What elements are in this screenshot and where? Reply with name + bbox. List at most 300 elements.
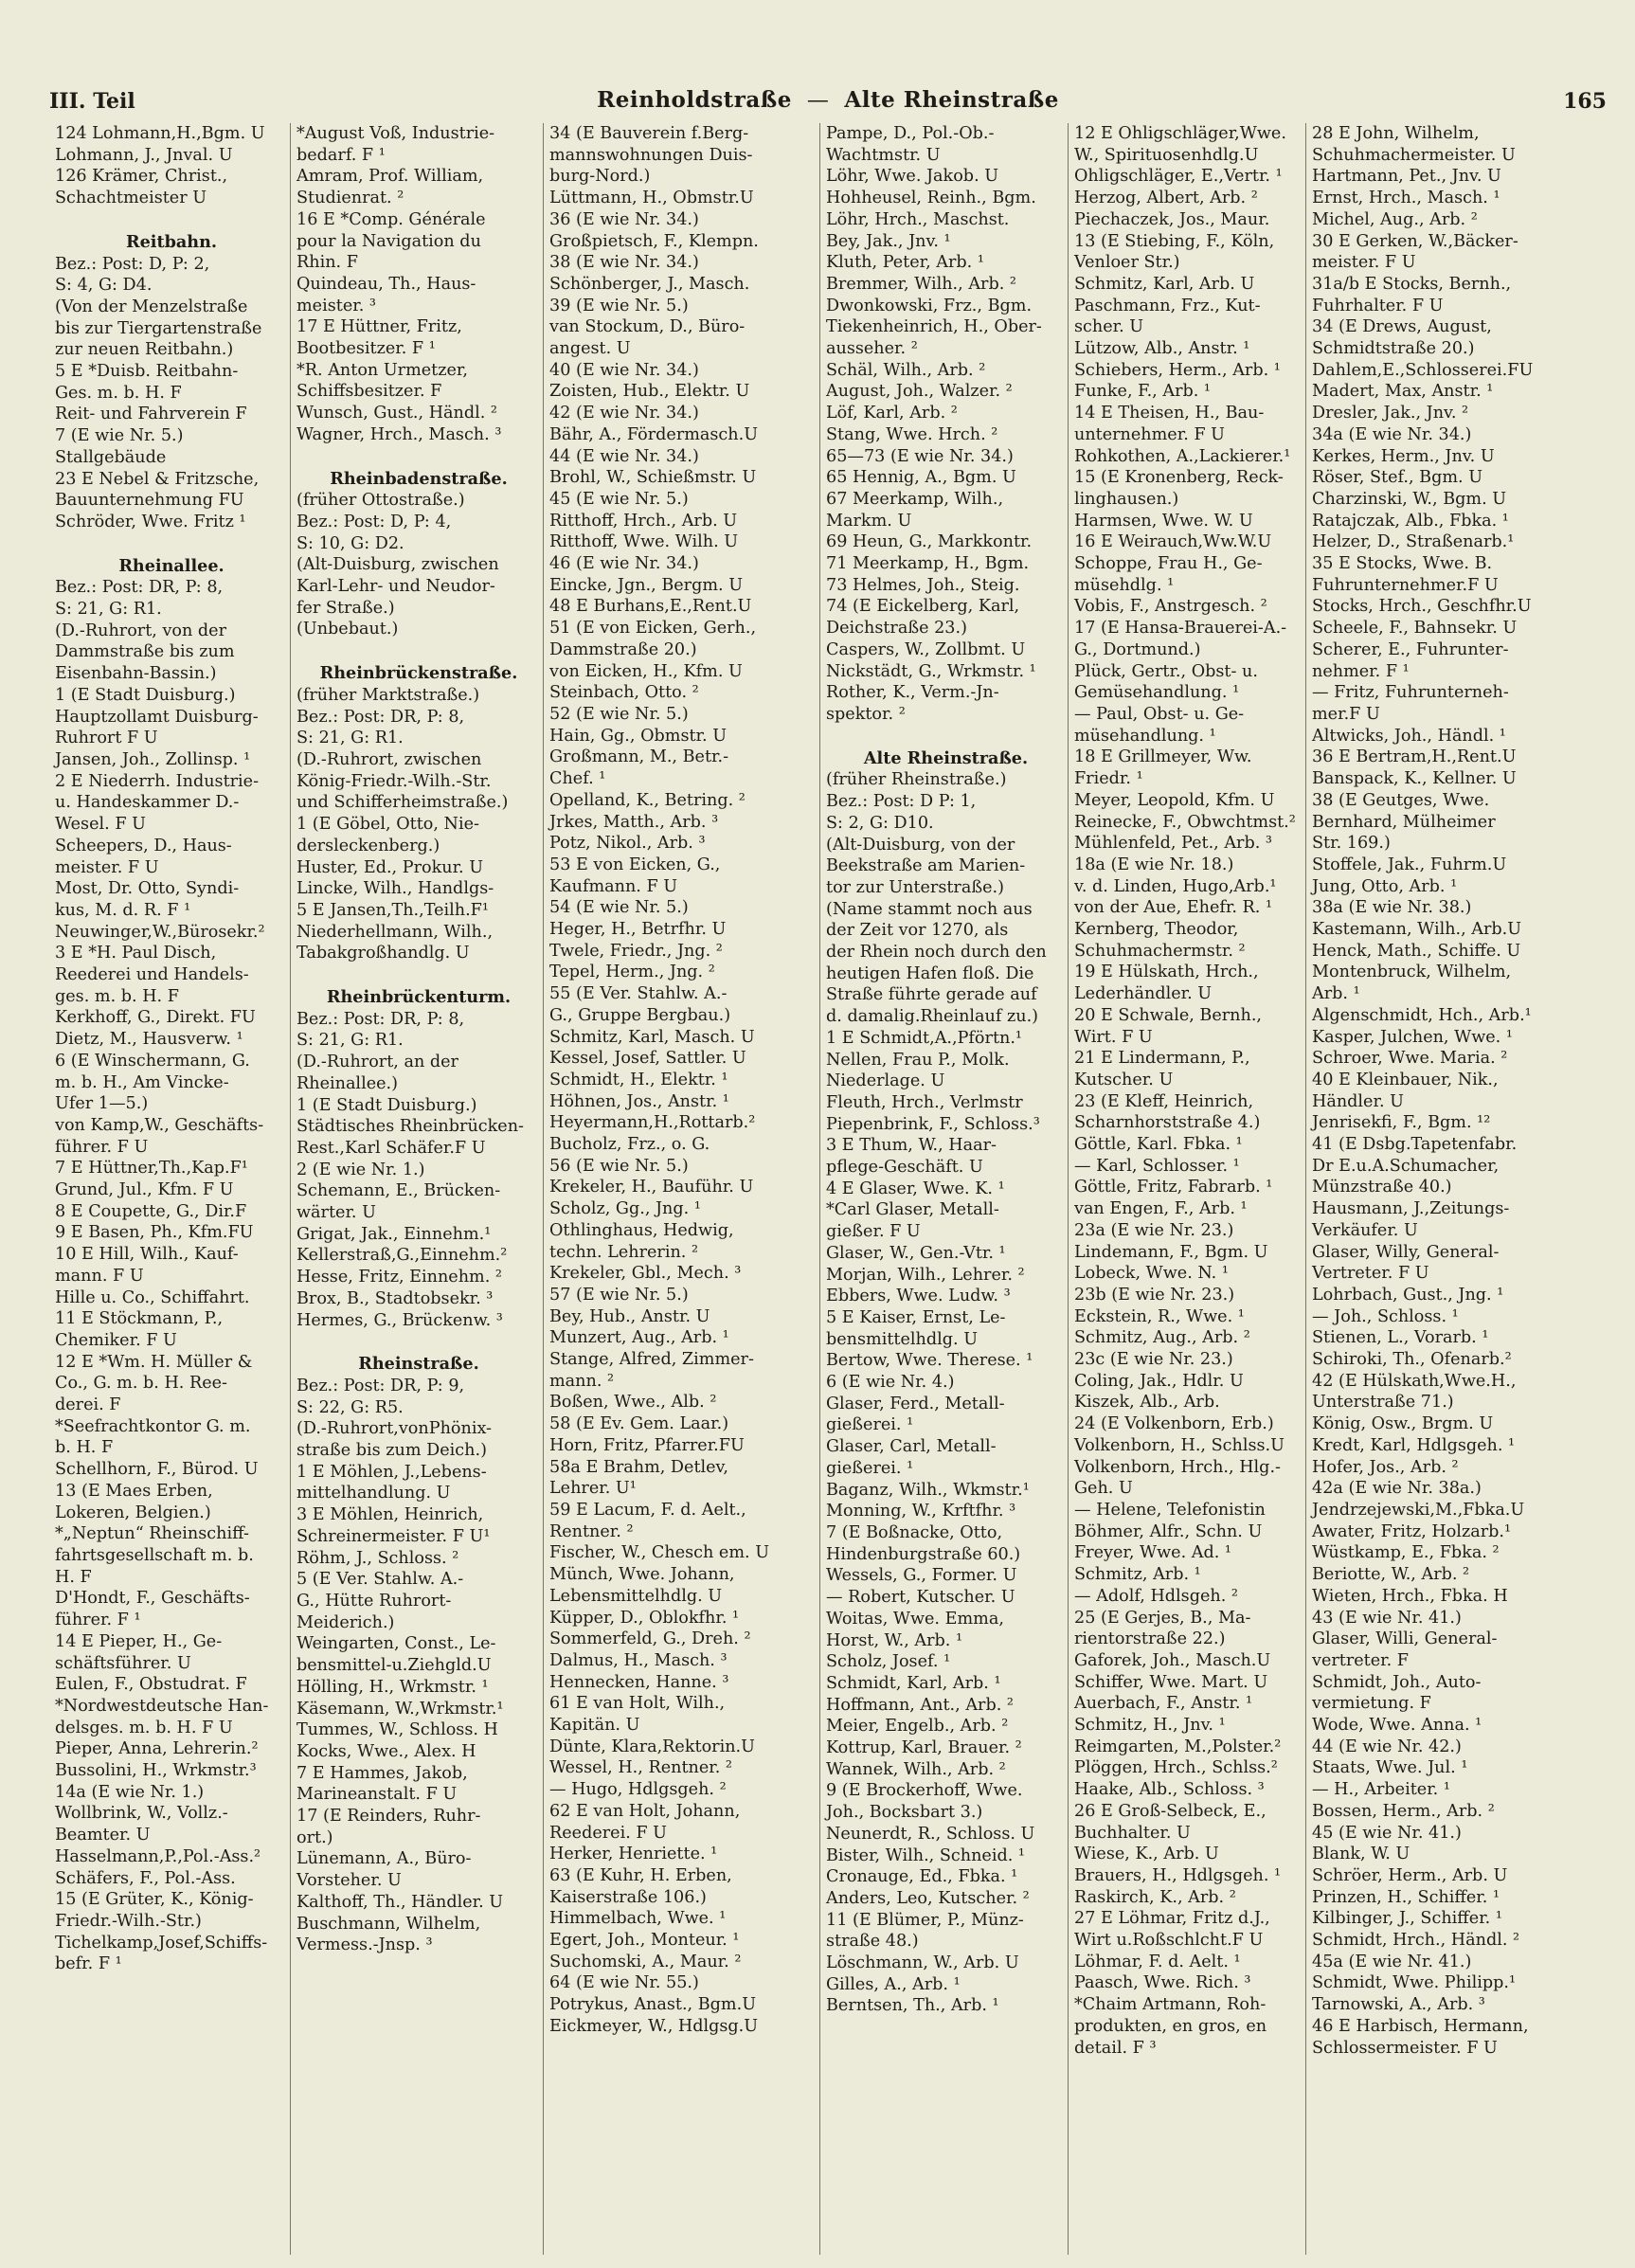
entry-line: gießerei. ¹ — [826, 1415, 914, 1435]
entry-line: 18a (E wie Nr. 18.) — [1074, 855, 1234, 874]
entry-line: Monning, W., Krftfhr. ³ — [826, 1502, 1016, 1521]
entry-line: G., Gruppe Bergbau.) — [549, 1005, 731, 1025]
entry-line: Lüttmann, H., Obmstr.U — [549, 189, 754, 208]
entry-line: S: 4, G: D4. — [55, 276, 153, 296]
entry-line: Lehrer. U¹ — [549, 1479, 637, 1499]
entry-line: Hoffmann, Ant., Arb. ² — [826, 1695, 1014, 1715]
entry-line: Rother, K., Verm.-Jn- — [826, 683, 999, 703]
entry-line: 54 (E wie Nr. 5.) — [549, 898, 689, 918]
entry-line: techn. Lehrerin. ² — [549, 1242, 699, 1262]
entry-line: und Schifferheimstraße.) — [296, 793, 509, 813]
entry-line: Niederlage. U — [826, 1071, 945, 1091]
entry-line: S: 10, G: D2. — [296, 533, 404, 553]
entry-line: m. b. H., Am Vincke- — [55, 1072, 229, 1092]
entry-line: ausseher. ² — [826, 339, 918, 359]
entry-line: 51 (E von Eicken, Gerh., — [549, 619, 757, 639]
entry-line: — Karl, Schlosser. ¹ — [1074, 1156, 1240, 1176]
entry-line: 23 E Nebel & Fritzsche, — [55, 469, 260, 489]
entry-line: Woitas, Wwe. Emma, — [826, 1609, 1004, 1629]
entry-line: Dalmus, H., Masch. ³ — [549, 1650, 728, 1670]
entry-line: 56 (E wie Nr. 5.) — [549, 1156, 689, 1176]
entry-line: ges. m. b. H. F — [55, 986, 179, 1006]
entry-line: Ges. m. b. H. F — [55, 383, 182, 403]
entry-line: Gilles, A., Arb. ¹ — [826, 1974, 961, 1994]
entry-line: Jung, Otto, Arb. ¹ — [1312, 876, 1458, 896]
entry-line: Algenschmidt, Hch., Arb.¹ — [1312, 1005, 1532, 1025]
entry-line: Lünemann, A., Büro- — [296, 1849, 472, 1869]
entry-line: 18 E Grillmeyer, Ww. — [1074, 747, 1252, 767]
entry-line: Schäl, Wilh., Arb. ² — [826, 360, 986, 380]
entry-line: 9 (E Brockerhoff, Wwe. — [826, 1781, 1023, 1801]
entry-line: Großmann, M., Betr.- — [549, 747, 729, 767]
entry-line: (D.-Ruhrort, an der — [296, 1053, 458, 1072]
entry-line: Dwonkowski, Frz., Bgm. — [826, 296, 1033, 315]
entry-line: 1 E Schmidt,A.,Pförtn.¹ — [826, 1028, 1022, 1048]
entry-line: *„Neptun“ Rheinschiff- — [55, 1524, 249, 1544]
entry-line: 23 (E Kleff, Heinrich, — [1074, 1091, 1254, 1111]
entry-line: 1 (E Göbel, Otto, Nie- — [296, 815, 479, 835]
entry-line: Tabakgroßhandlg. U — [296, 944, 470, 963]
entry-line: führer. F ¹ — [55, 1611, 141, 1630]
entry-line: Piepenbrink, F., Schloss.³ — [826, 1114, 1040, 1134]
entry-line: b. H. F — [55, 1438, 114, 1458]
entry-line: Eulen, F., Obstudrat. F — [55, 1675, 247, 1695]
entry-line: Hennecken, Hanne. ³ — [549, 1672, 729, 1692]
entry-line: Käsemann, W.,Wrkmstr.¹ — [296, 1699, 504, 1719]
entry-line: spektor. ² — [826, 704, 906, 724]
entry-line: 61 E van Holt, Wilh., — [549, 1694, 726, 1714]
entry-line: Hesse, Fritz, Einnehm. ² — [296, 1268, 502, 1287]
entry-line: mer.F U — [1312, 704, 1380, 724]
entry-line: S: 22, G: R5. — [296, 1397, 404, 1417]
entry-line: Tepel, Herm., Jng. ² — [549, 963, 715, 982]
entry-line: *Nordwestdeutsche Han- — [55, 1696, 269, 1716]
entry-line: Krekeler, Gbl., Mech. ³ — [549, 1264, 742, 1284]
entry-line: Krekeler, H., Bauführ. U — [549, 1178, 754, 1197]
entry-line: Glaser, Ferd., Metall- — [826, 1394, 1005, 1413]
entry-line: 34 (E Drews, August, — [1312, 317, 1492, 337]
street-heading: Rheinbrückenturm. — [326, 987, 512, 1008]
entry-line: Lederhändler. U — [1074, 984, 1213, 1004]
entry-line: Fuhrhalter. F U — [1312, 296, 1444, 315]
entry-line: Lindemann, F., Bgm. U — [1074, 1242, 1268, 1262]
entry-line: Bootbesitzer. F ¹ — [296, 339, 436, 359]
entry-line: Dr E.u.A.Schumacher, — [1312, 1156, 1500, 1176]
entry-line: Potrykus, Anast., Bgm.U — [549, 1995, 757, 2015]
entry-line: Boßen, Wwe., Alb. ² — [549, 1393, 717, 1413]
entry-line: Schmitz, H., Jnv. ¹ — [1074, 1716, 1226, 1736]
entry-line: 126 Krämer, Christ., — [55, 167, 228, 187]
entry-line: Lohrbach, Gust., Jng. ¹ — [1312, 1285, 1504, 1305]
entry-line: 23a (E wie Nr. 23.) — [1074, 1220, 1234, 1240]
entry-line: Glaser, Willy, General- — [1312, 1242, 1500, 1262]
entry-line: Bertow, Wwe. Therese. ¹ — [826, 1351, 1033, 1371]
entry-line: Hohheusel, Reinh., Bgm. — [826, 189, 1036, 208]
entry-line: Prinzen, H., Schiffer. ¹ — [1312, 1887, 1500, 1907]
entry-line: 13 (E Maes Erben, — [55, 1481, 213, 1501]
entry-line: Meyer, Leopold, Kfm. U — [1074, 790, 1275, 810]
entry-line: Chemiker. F U — [55, 1330, 177, 1350]
entry-line: Vobis, F., Anstrgesch. ² — [1074, 597, 1267, 617]
entry-line: Vorsteher. U — [296, 1871, 402, 1891]
entry-line: straße 48.) — [826, 1932, 919, 1952]
entry-line: Othlinghaus, Hedwig, — [549, 1220, 734, 1240]
entry-line: Baganz, Wilh., Wkmstr.¹ — [826, 1480, 1030, 1500]
entry-line: 25 (E Gerjes, B., Ma- — [1074, 1608, 1251, 1628]
entry-line: Wieten, Hrch., Fbka. H — [1312, 1586, 1508, 1606]
entry-line: Kaiserstraße 106.) — [549, 1887, 707, 1907]
entry-line: Wirt. F U — [1074, 1027, 1153, 1047]
entry-line: (Alt-Duisburg, von der — [826, 835, 1015, 855]
entry-line: 41 (E Dsbg.Tapetenfabr. — [1312, 1135, 1518, 1155]
entry-line: 8 E Coupette, G., Dir.F — [55, 1201, 247, 1221]
entry-line: Lokeren, Belgien.) — [55, 1503, 211, 1522]
entry-line: Most, Dr. Otto, Syndi- — [55, 879, 240, 899]
entry-line: Löf, Karl, Arb. ² — [826, 404, 958, 423]
entry-line: Herker, Henriette. ¹ — [549, 1845, 718, 1864]
entry-line: Dammstraße 20.) — [549, 639, 697, 659]
entry-line: Löschmann, W., Arb. U — [826, 1953, 1019, 1973]
entry-line: Ruhrort F U — [55, 729, 158, 748]
entry-line: 44 (E wie Nr. 34.) — [549, 446, 699, 466]
entry-line: Blank, W. U — [1312, 1845, 1410, 1864]
entry-line: ort.) — [296, 1827, 333, 1847]
entry-line: Stienen, L., Vorarb. ¹ — [1312, 1328, 1489, 1348]
entry-line: 52 (E wie Nr. 5.) — [549, 704, 689, 724]
entry-line: Stallgebäude — [55, 447, 167, 467]
entry-line: Horn, Fritz, Pfarrer.FU — [549, 1435, 745, 1455]
entry-line: 10 E Hill, Wilh., Kauf- — [55, 1245, 239, 1265]
entry-line: Buchhalter. U — [1074, 1823, 1191, 1843]
entry-line: Brox, B., Stadtobsekr. ³ — [296, 1288, 494, 1308]
entry-line: Kottrup, Karl, Brauer. ² — [826, 1738, 1022, 1758]
entry-line: Kaufmann. F U — [549, 876, 678, 896]
entry-line: 35 E Stocks, Wwe. B. — [1312, 554, 1493, 574]
entry-line: kus, M. d. R. F ¹ — [55, 900, 191, 920]
entry-line: Henck, Math., Schiffe. U — [1312, 941, 1521, 961]
entry-line: Lobeck, Wwe. N. ¹ — [1074, 1264, 1229, 1284]
entry-line: Bez.: Post: D, P: 4, — [296, 512, 452, 531]
entry-line: 48 E Burhans,E.,Rent.U — [549, 597, 752, 617]
entry-line: Brauers, H., Hdlgsgeh. ¹ — [1074, 1865, 1282, 1885]
entry-line: 5 (E Ver. Stahlw. A.- — [296, 1570, 464, 1590]
entry-line: 124 Lohmann,H.,Bgm. U — [55, 124, 265, 143]
entry-line: Dresler, Jak., Jnv. ² — [1312, 404, 1469, 423]
street-heading: Reitbahn. — [125, 231, 218, 252]
entry-line: 42 (E wie Nr. 34.) — [549, 404, 699, 423]
entry-line: 38 (E Geutges, Wwe. — [1312, 790, 1490, 810]
column-4 — [819, 123, 1068, 2255]
entry-line: Ernst, Hrch., Masch. ¹ — [1312, 189, 1500, 208]
entry-line: 15 (E Kronenberg, Reck- — [1074, 468, 1284, 488]
entry-line: Brohl, W., Schießmstr. U — [549, 468, 757, 488]
entry-line: Großpietsch, F., Klempn. — [549, 231, 759, 251]
entry-line: Hartmann, Pet., Jnv. U — [1312, 167, 1501, 187]
entry-line: Reederei. F U — [549, 1823, 668, 1843]
entry-line: Piechaczek, Jos., Maur. — [1074, 209, 1270, 229]
entry-line: Bremmer, Wilh., Arb. ² — [826, 274, 1016, 294]
entry-line: Munzert, Aug., Arb. ¹ — [549, 1328, 729, 1348]
entry-line: 1 E Möhlen, J.,Lebens- — [296, 1462, 487, 1482]
entry-line: Pampe, D., Pol.-Ob.- — [826, 124, 995, 143]
entry-line: Eincke, Jgn., Bergm. U — [549, 575, 744, 595]
entry-line: (früher Rheinstraße.) — [826, 770, 1007, 790]
entry-line: Schröder, Wwe. Fritz ¹ — [55, 512, 246, 531]
street-heading: Rheinbrückenstraße. — [319, 663, 518, 684]
entry-line: bensmittel-u.Ziehgld.U — [296, 1656, 492, 1676]
entry-line: Schreinermeister. F U¹ — [296, 1526, 491, 1546]
entry-line: Pieper, Anna, Lehrerin.² — [55, 1739, 259, 1759]
entry-line: 58a E Brahm, Detlev, — [549, 1457, 729, 1477]
entry-line: Grigat, Jak., Einnehm.¹ — [296, 1224, 492, 1244]
entry-line: mann. ² — [549, 1371, 615, 1391]
entry-line: Eickmeyer, W., Hdlgsg.U — [549, 2016, 759, 2036]
entry-line: — Robert, Kutscher. U — [826, 1588, 1015, 1608]
entry-line: Montenbruck, Wilhelm, — [1312, 963, 1512, 982]
entry-line: Schiffsbesitzer. F — [296, 382, 442, 402]
entry-line: W., Spirituosenhdlg.U — [1074, 145, 1259, 165]
entry-line: 5 E Kaiser, Ernst, Le- — [826, 1307, 1006, 1327]
title-right-street: Alte Rheinstraße — [844, 87, 1059, 113]
entry-line: Grund, Jul., Kfm. F U — [55, 1180, 234, 1200]
entry-line: Schuhmachermstr. ² — [1074, 941, 1246, 961]
entry-line: 40 E Kleinbauer, Nik., — [1312, 1070, 1499, 1089]
entry-line: Reinecke, F., Obwchtmst.² — [1074, 812, 1296, 832]
entry-line: 69 Heun, G., Markkontr. — [826, 532, 1033, 552]
entry-line: Zoisten, Hub., Elektr. U — [549, 382, 750, 402]
entry-line: Ebbers, Wwe. Ludw. ³ — [826, 1287, 1011, 1306]
entry-line: Neuwinger,W.,Bürosekr.² — [55, 922, 265, 942]
entry-line: Jansen, Joh., Zollinsp. ¹ — [55, 749, 251, 769]
entry-line: Rest.,Karl Schäfer.F U — [296, 1138, 486, 1158]
entry-line: Hofer, Jos., Arb. ² — [1312, 1457, 1459, 1477]
entry-line: 16 E *Comp. Générale — [296, 209, 486, 229]
entry-line: rientorstraße 22.) — [1074, 1629, 1226, 1649]
entry-line: Dahlem,E.,Schlosserei.FU — [1312, 360, 1534, 380]
entry-line: S: 21, G: R1. — [55, 600, 162, 620]
entry-line: König-Friedr.-Wilh.-Str. — [296, 771, 492, 791]
entry-line: 34a (E wie Nr. 34.) — [1312, 424, 1472, 444]
entry-line: Scholz, Josef. ¹ — [826, 1652, 951, 1672]
entry-line: linghausen.) — [1074, 489, 1179, 509]
entry-line: 20 E Schwale, Bernh., — [1074, 1005, 1263, 1025]
entry-line: 40 (E wie Nr. 34.) — [549, 360, 699, 380]
entry-line: Wunsch, Gust., Händl. ² — [296, 404, 497, 423]
entry-line: Kocks, Wwe., Alex. H — [296, 1741, 476, 1761]
entry-line: bedarf. F ¹ — [296, 145, 386, 165]
entry-line: Röser, Stef., Bgm. U — [1312, 468, 1483, 488]
directory-columns — [49, 123, 1610, 2255]
entry-line: von der Aue, Ehefr. R. ¹ — [1074, 898, 1273, 918]
entry-line: 59 E Lacum, F. d. Aelt., — [549, 1501, 746, 1520]
entry-line: Händler. U — [1312, 1091, 1404, 1111]
entry-line: Wesel. F U — [55, 815, 146, 835]
entry-line: Volkenborn, Hrch., Hlg.- — [1074, 1457, 1281, 1477]
entry-line: Schmidt, Wwe. Philipp.¹ — [1312, 1973, 1517, 1993]
entry-line: meister. F U — [1312, 253, 1416, 273]
entry-line: Gaforek, Joh., Masch.U — [1074, 1650, 1271, 1670]
entry-line: Rohkothen, A.,Lackierer.¹ — [1074, 446, 1291, 466]
entry-line: Scheele, F., Bahnsekr. U — [1312, 619, 1518, 639]
entry-line: Schmitz, Karl, Masch. U — [549, 1027, 755, 1047]
entry-line: 17 E Hüttner, Fritz, — [296, 317, 462, 337]
entry-line: Twele, Friedr., Jng. ² — [549, 941, 723, 961]
entry-line: 28 E John, Wilhelm, — [1312, 124, 1480, 143]
entry-line: heutigen Hafen floß. Die — [826, 963, 1034, 983]
entry-line: Staats, Wwe. Jul. ¹ — [1312, 1758, 1468, 1778]
entry-line: Caspers, W., Zollbmt. U — [826, 639, 1026, 659]
entry-line: Kutscher. U — [1074, 1070, 1174, 1089]
entry-line: Beekstraße am Marien- — [826, 856, 1026, 876]
entry-line: bis zur Tiergartenstraße — [55, 318, 262, 338]
entry-line: 71 Meerkamp, H., Bgm. — [826, 554, 1030, 574]
entry-line: van Stockum, D., Büro- — [549, 317, 746, 337]
entry-line: Hindenburgstraße 60.) — [826, 1544, 1021, 1564]
entry-line: Straße führte gerade auf — [826, 985, 1037, 1005]
entry-line: 3 E Thum, W., Haar- — [826, 1136, 997, 1156]
page-title — [49, 87, 1607, 113]
entry-line: Göttle, Fritz, Fabrarb. ¹ — [1074, 1178, 1273, 1197]
entry-line: Kastemann, Wilh., Arb.U — [1312, 920, 1522, 940]
page-header — [49, 83, 1607, 116]
section-label: III. Teil — [49, 89, 135, 114]
entry-line: Jrkes, Matth., Arb. ³ — [549, 812, 719, 832]
entry-line: Michel, Aug., Arb. ² — [1312, 209, 1478, 229]
entry-line: Bernhard, Mülheimer — [1312, 812, 1496, 832]
entry-line: Bez.: Post: DR, P: 8, — [55, 578, 224, 598]
entry-line: 7 (E wie Nr. 5.) — [55, 426, 184, 446]
entry-line: Schäfers, F., Pol.-Ass. — [55, 1868, 236, 1888]
entry-line: Ratajczak, Alb., Fbka. ¹ — [1312, 511, 1509, 531]
entry-line: Jenrisekfi, F., Bgm. ¹² — [1312, 1113, 1491, 1133]
entry-line: Kluth, Peter, Arb. ¹ — [826, 253, 984, 273]
entry-line: Plöggen, Hrch., Schlss.² — [1074, 1758, 1278, 1778]
entry-line: *Chaim Artmann, Roh- — [1074, 1995, 1267, 2015]
entry-line: Reimgarten, M.,Polster.² — [1074, 1737, 1282, 1756]
entry-line: — Adolf, Hdlsgeh. ² — [1074, 1586, 1238, 1606]
entry-line: Schemann, E., Brücken- — [296, 1181, 501, 1201]
entry-line: Steinbach, Otto. ² — [549, 683, 699, 703]
entry-line: Löhr, Wwe. Jakob. U — [826, 167, 999, 187]
entry-line: Schiroki, Th., Ofenarb.² — [1312, 1350, 1512, 1370]
entry-line: Jendrzejewski,M.,Fbka.U — [1312, 1501, 1525, 1520]
entry-line: 7 E Hüttner,Th.,Kap.F¹ — [55, 1159, 248, 1179]
entry-line: *R. Anton Urmetzer, — [296, 360, 469, 380]
entry-line: Schmidt, Hrch., Händl. ² — [1312, 1931, 1520, 1951]
entry-line: 43 (E wie Nr. 41.) — [1312, 1608, 1462, 1628]
entry-line: G., Hütte Ruhrort- — [296, 1592, 452, 1611]
entry-line: Schachtmeister U — [55, 189, 207, 208]
entry-line: u. Handeskammer D.- — [55, 793, 240, 813]
title-left-street: Reinholdstraße — [597, 87, 792, 113]
entry-line: Glaser, W., Gen.-Vtr. ¹ — [826, 1243, 1006, 1263]
entry-line: Suchomski, A., Maur. ² — [549, 1952, 742, 1971]
entry-line: Münch, Wwe. Johann, — [549, 1565, 735, 1585]
entry-line: Gemüsehandlung. ¹ — [1074, 683, 1240, 703]
entry-line: 65—73 (E wie Nr. 34.) — [826, 446, 1014, 466]
entry-line: Egert, Joh., Monteur. ¹ — [549, 1931, 740, 1951]
entry-line: Venloer Str.) — [1074, 253, 1180, 273]
entry-line: (Von der Menzelstraße — [55, 297, 248, 316]
entry-line: Geh. U — [1074, 1479, 1133, 1499]
entry-line: August, Joh., Walzer. ² — [826, 382, 1013, 402]
entry-line: 53 E von Eicken, G., — [549, 855, 721, 874]
entry-line: Tummes, W., Schloss. H — [296, 1720, 498, 1740]
entry-line: 45 (E wie Nr. 41.) — [1312, 1823, 1462, 1843]
column-1 — [49, 123, 290, 2255]
entry-line: Beriotte, W., Arb. ² — [1312, 1565, 1470, 1585]
entry-line: Huster, Ed., Prokur. U — [296, 857, 484, 877]
entry-line: Tiekenheinrich, H., Ober- — [826, 317, 1042, 337]
entry-line: 3 E *H. Paul Disch, — [55, 944, 217, 963]
entry-line: Bucholz, Frz., o. G. — [549, 1135, 710, 1155]
entry-line: Markm. U — [826, 511, 912, 531]
entry-line: 31a/b E Stocks, Bernh., — [1312, 274, 1512, 294]
entry-line: Scharnhorststraße 4.) — [1074, 1113, 1261, 1133]
entry-line: S: 21, G: R1. — [296, 729, 404, 748]
entry-line: befr. F ¹ — [55, 1954, 122, 1974]
entry-line: 14 E Theisen, H., Bau- — [1074, 404, 1265, 423]
entry-line: 39 (E wie Nr. 5.) — [549, 296, 689, 315]
entry-line: Kapitän. U — [549, 1716, 640, 1736]
entry-line: Rheinallee.) — [296, 1073, 398, 1093]
entry-line: H. F — [55, 1567, 92, 1587]
entry-line: Schmidt, Joh., Auto- — [1312, 1672, 1482, 1692]
entry-line: (Unbebaut.) — [296, 620, 399, 639]
entry-line: Löhr, Hrch., Maschst. — [826, 209, 1010, 229]
entry-line: Fischer, W., Chesch em. U — [549, 1543, 770, 1563]
entry-line: Bähr, A., Fördermasch.U — [549, 424, 759, 444]
entry-line: Dietz, M., Hausverw. ¹ — [55, 1030, 243, 1050]
entry-line: — Joh., Schloss. ¹ — [1312, 1306, 1459, 1326]
entry-line: Göttle, Karl. Fbka. ¹ — [1074, 1135, 1243, 1155]
entry-line: Mühlenfeld, Pet., Arb. ³ — [1074, 834, 1272, 854]
entry-line: 62 E van Holt, Johann, — [549, 1801, 741, 1821]
entry-line: Karl-Lehr- und Neudor- — [296, 577, 495, 597]
entry-line: Chef. ¹ — [549, 769, 606, 789]
entry-line: Scholz, Gg., Jng. ¹ — [549, 1199, 701, 1219]
entry-line: Eisenbahn-Bassin.) — [55, 664, 217, 684]
entry-line: Wagner, Hrch., Masch. ³ — [296, 424, 502, 444]
entry-line: 6 (E Winschermann, G. — [55, 1051, 250, 1071]
entry-line: Rhin. F — [296, 253, 358, 273]
entry-line: Verkäufer. U — [1312, 1220, 1418, 1240]
entry-line: Heyermann,H.,Rottarb.² — [549, 1113, 756, 1133]
entry-line: Schiffer, Wwe. Mart. U — [1074, 1672, 1268, 1692]
entry-line: Harmsen, Wwe. W. U — [1074, 511, 1253, 531]
entry-line: Städtisches Rheinbrücken- — [296, 1117, 524, 1137]
entry-line: Herzog, Albert, Arb. ² — [1074, 189, 1258, 208]
entry-line: Schmidtstraße 20.) — [1312, 339, 1475, 359]
entry-line: 1 (E Stadt Duisburg.) — [55, 685, 236, 705]
entry-line: — Hugo, Hdlgsgeh. ² — [549, 1780, 727, 1800]
entry-line: Fuhrunternehmer.F U — [1312, 575, 1499, 595]
entry-line: unternehmer. F U — [1074, 424, 1226, 444]
entry-line: zur neuen Reitbahn.) — [55, 340, 234, 360]
entry-line: Stang, Wwe. Hrch. ² — [826, 424, 998, 444]
entry-line: Freyer, Wwe. Ad. ¹ — [1074, 1543, 1231, 1563]
entry-line: Kilbinger, J., Schiffer. ¹ — [1312, 1909, 1502, 1929]
entry-line: der Zeit vor 1270, als — [826, 921, 1009, 941]
entry-line: gießer. F U — [826, 1222, 921, 1242]
entry-line: Quindeau, Th., Haus- — [296, 274, 476, 294]
entry-line: Deichstraße 23.) — [826, 619, 967, 639]
entry-line: Horst, W., Arb. ¹ — [826, 1630, 963, 1650]
entry-line: Kalthoff, Th., Händler. U — [296, 1892, 504, 1912]
street-heading: Alte Rheinstraße. — [863, 747, 1029, 768]
entry-line: Kasper, Julchen, Wwe. ¹ — [1312, 1027, 1513, 1047]
entry-line: Auerbach, F., Anstr. ¹ — [1074, 1694, 1253, 1714]
